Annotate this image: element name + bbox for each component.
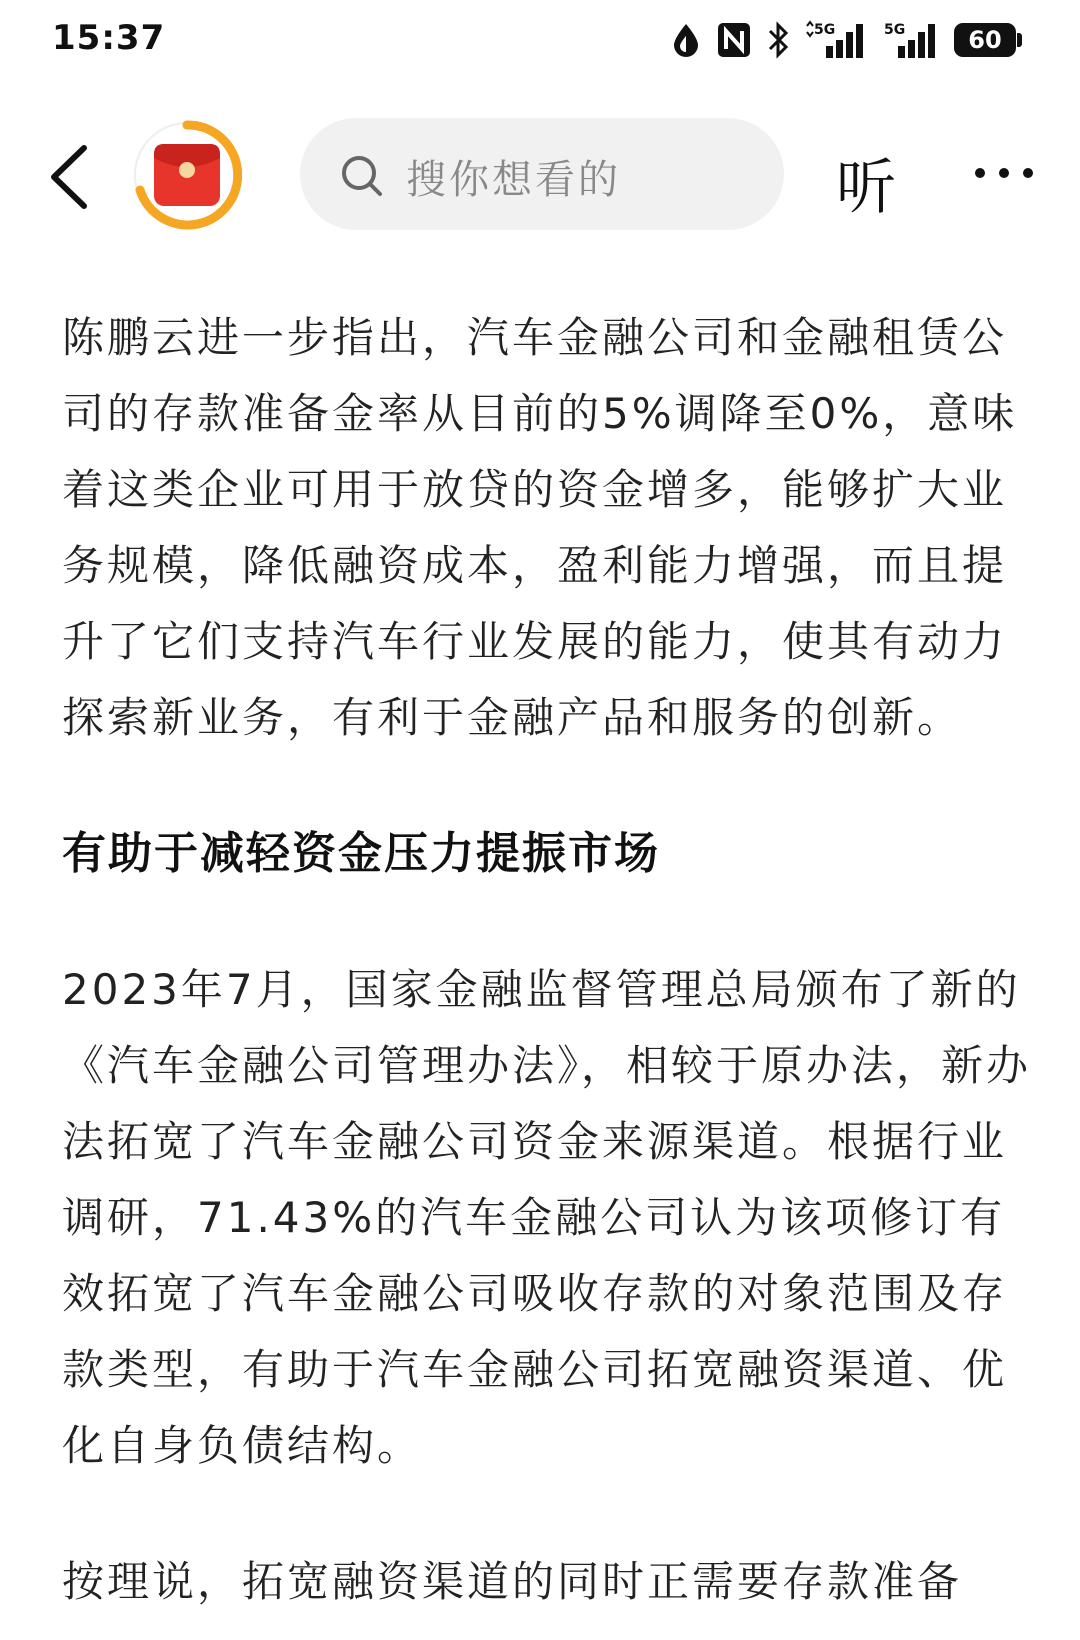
paragraph-spacer [62, 756, 1042, 816]
bluetooth-icon [766, 21, 790, 59]
status-bar [0, 0, 1080, 90]
article-paragraph: 2023年7月，国家金融监督管理总局颁布了新的《汽车金融公司管理办法》，相较于原办法，新办法拓宽了汽车金融公司资金来源渠道。根据行业调研，71.43%的汽车金融公司认为该项修订有效拓宽了汽车金融公司吸收存款的对象范围及存款类型，有助于汽车金融公司拓宽融资渠道、优化自身负债结构。 [62, 965, 1032, 1470]
article-paragraph: 按理说，拓宽融资渠道的同时正需要存款准备 [62, 1557, 963, 1606]
paragraph-spacer [62, 1484, 1042, 1544]
search-placeholder: 搜你想看的 [406, 157, 621, 203]
paragraph-spacer [62, 892, 1042, 952]
network-label-1: 5G [814, 22, 836, 38]
nfc-icon [716, 21, 752, 59]
article-body [62, 300, 1042, 1620]
battery-level: 60 [968, 26, 1002, 54]
more-button[interactable] [972, 158, 1036, 188]
status-time: 15:37 [52, 18, 166, 58]
red-envelope-icon [132, 120, 242, 230]
red-envelope-button[interactable] [132, 120, 242, 230]
section-heading: 有助于减轻资金压力提振市场 [62, 828, 660, 879]
ellipsis-icon [972, 158, 1036, 188]
network-label-2: 5G [884, 22, 906, 38]
top-nav-bar [0, 100, 1080, 250]
status-icons [670, 18, 1016, 62]
signal-5g-icon [804, 20, 868, 60]
signal-5g-icon [882, 20, 940, 60]
data-saver-icon [670, 22, 702, 58]
battery-icon [954, 23, 1016, 57]
search-icon [338, 152, 386, 200]
listen-button[interactable]: 听 [836, 153, 896, 223]
search-input[interactable] [300, 118, 784, 230]
article-paragraph: 陈鹏云进一步指出，汽车金融公司和金融租赁公司的存款准备金率从目前的5%调降至0%，意味着这类企业可用于放贷的资金增多，能够扩大业务规模，降低融资成本，盈利能力增强，而且提升了它们支持汽车行业发展的能力，使其有动力探索新业务，有利于金融产品和服务的创新。 [62, 313, 1018, 742]
back-button[interactable] [40, 142, 100, 212]
chevron-left-icon [40, 142, 100, 212]
